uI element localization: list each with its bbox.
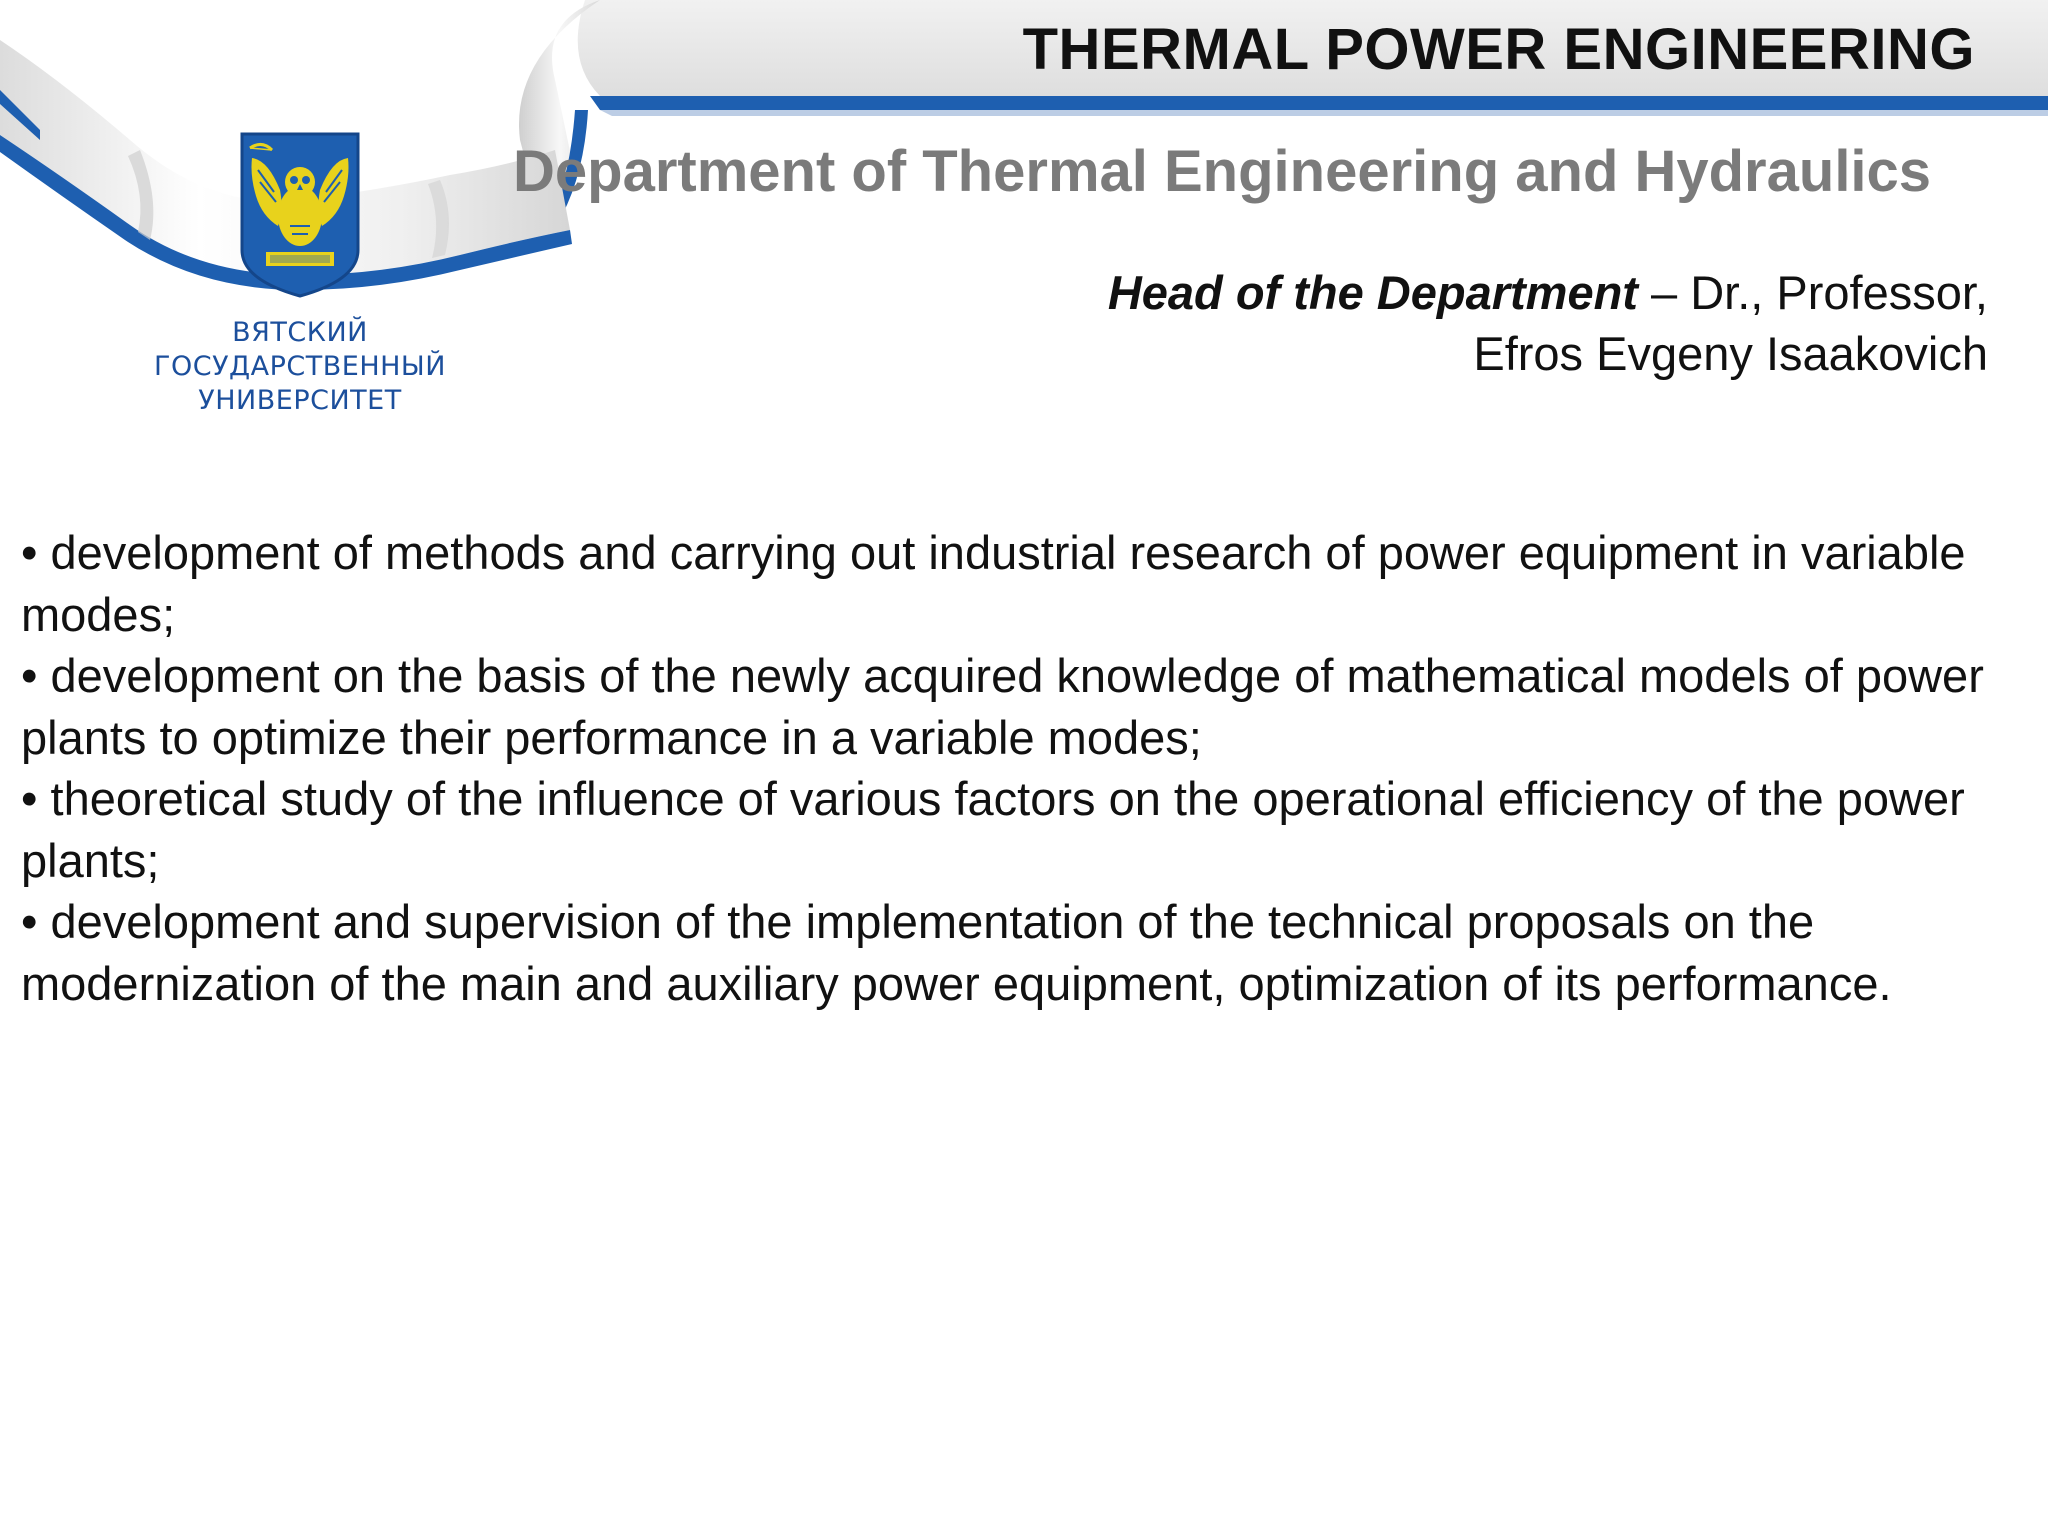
- head-label: Head of the Department: [1107, 266, 1638, 319]
- department-head: [1108, 262, 1988, 384]
- list-item: • development of methods and carrying out industrial research of power equipment in variable modes;: [21, 526, 1966, 641]
- university-name: [150, 316, 450, 418]
- research-areas-list: [21, 522, 2021, 1014]
- department-title: Department of Thermal Engineering and Hydraulics: [513, 139, 1932, 204]
- university-name-line: ГОСУДАРСТВЕННЫЙ: [154, 351, 446, 382]
- list-item: • development and supervision of the implementation of the technical proposals on the modernization of the main and auxiliary power equipment, optimization of its performance.: [21, 895, 1892, 1010]
- owl-coat-of-arms-icon: [238, 130, 362, 300]
- head-credentials: – Dr., Professor,: [1637, 266, 1988, 319]
- university-name-line: УНИВЕРСИТЕТ: [198, 385, 402, 416]
- list-item: • development on the basis of the newly acquired knowledge of mathematical models of power plants to optimize their performance in a variable modes;: [21, 649, 1984, 764]
- university-name-line: ВЯТСКИЙ: [232, 317, 368, 348]
- head-title-line: [1108, 262, 1988, 323]
- head-name: Efros Evgeny Isaakovich: [1473, 327, 1988, 380]
- university-logo: [150, 130, 480, 430]
- list-item: • theoretical study of the influence of various factors on the operational efficiency of the power plants;: [21, 772, 1965, 887]
- program-title: THERMAL POWER ENGINEERING: [1022, 17, 1975, 82]
